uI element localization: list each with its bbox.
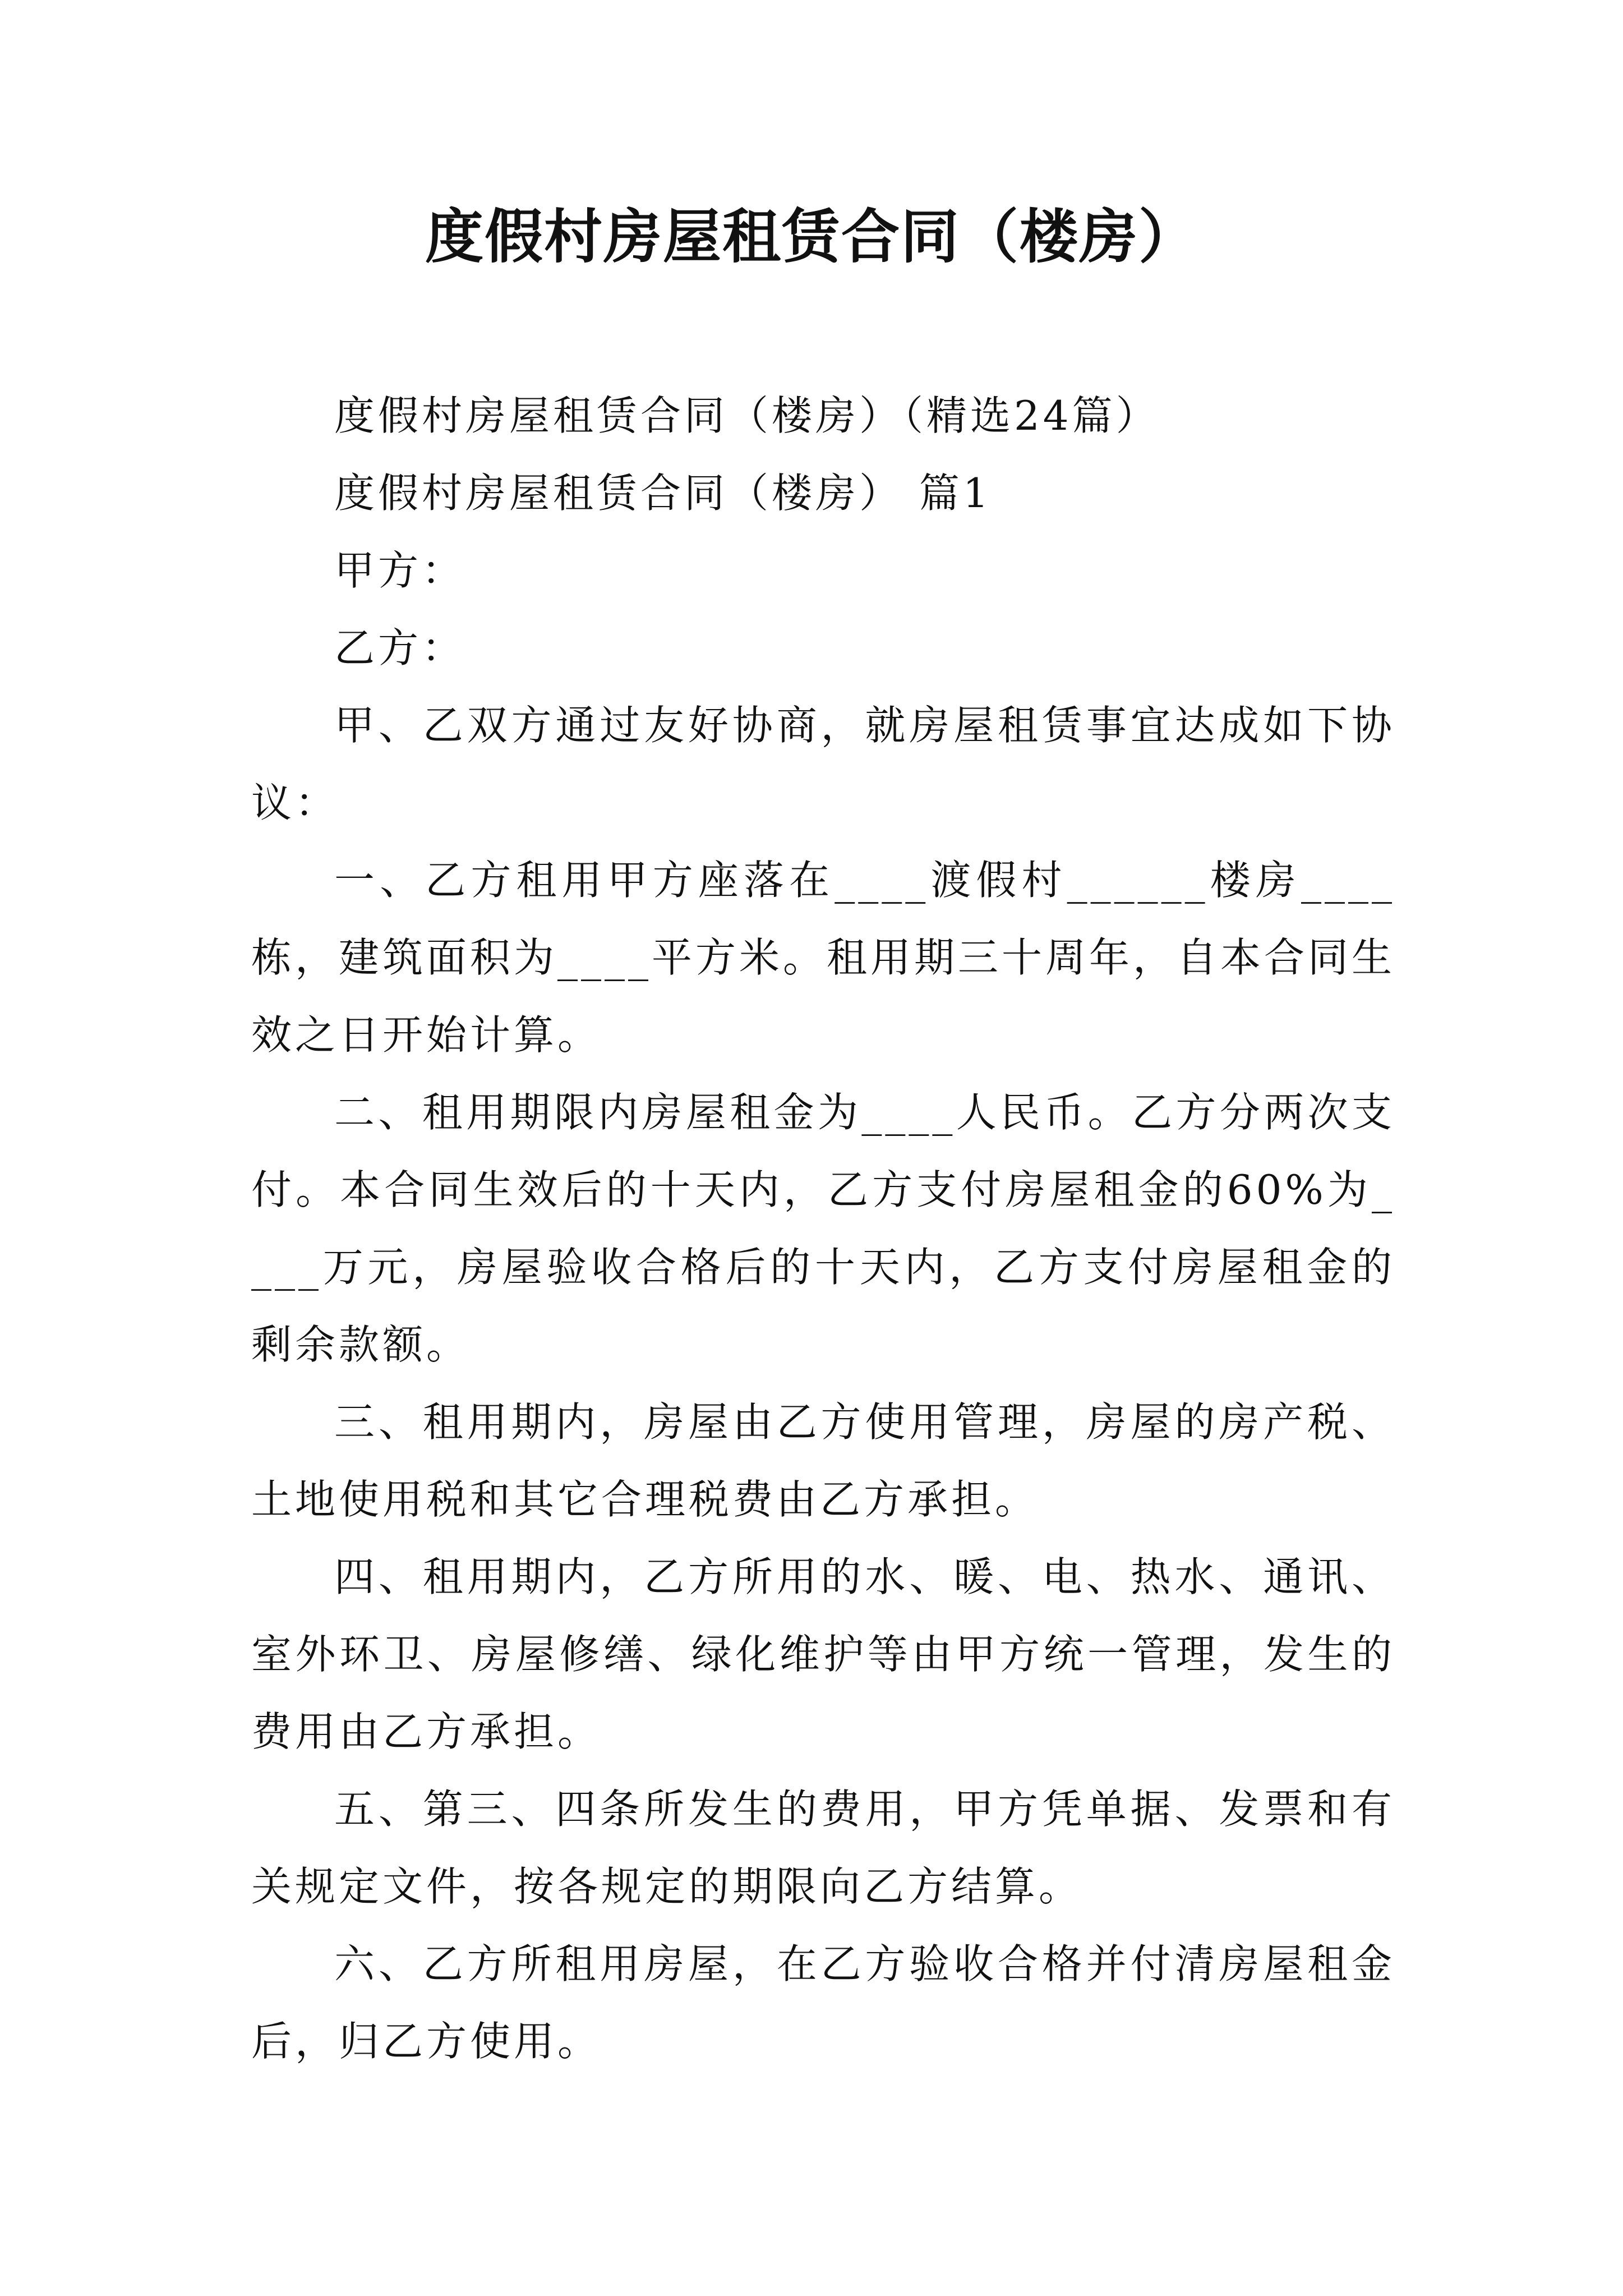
clause-4: 四、租用期内，乙方所用的水、暖、电、热水、通讯、室外环卫、房屋修缮、绿化维护等由甲方统一管理，发生的费用由乙方承担。: [251, 1553, 1395, 1755]
party-b-line: 乙方：: [334, 624, 466, 671]
clause-5: 五、第三、四条所发生的费用，甲方凭单据、发票和有关规定文件，按各规定的期限向乙方结算。: [251, 1786, 1395, 1910]
document-body: [251, 377, 1395, 2080]
collection-heading: 度假村房屋租赁合同（楼房）（精选24篇）: [334, 392, 1160, 439]
clause-1: 一、乙方租用甲方座落在____渡假村______楼房____栋，建筑面积为____平方米。租用期三十周年，自本合同生效之日开始计算。: [251, 857, 1396, 1059]
clause-6: 六、乙方所租用房屋，在乙方验收合格并付清房屋租金后，归乙方使用。: [251, 1940, 1395, 2065]
party-a-line: 甲方：: [334, 547, 466, 594]
clause-2: 二、租用期限内房屋租金为____人民币。乙方分两次支付。本合同生效后的十天内，乙方支付房屋租金的60%为____万元，房屋验收合格后的十天内，乙方支付房屋租金的剩余款额。: [251, 1089, 1395, 1368]
document-title: 度假村房屋租赁合同（楼房）: [425, 202, 1198, 271]
preamble-paragraph: 甲、乙双方通过友好协商，就房屋租赁事宜达成如下协议：: [251, 702, 1395, 826]
clause-3: 三、租用期内，房屋由乙方使用管理，房屋的房产税、土地使用税和其它合理税费由乙方承担。: [251, 1398, 1395, 1523]
section-heading: 度假村房屋租赁合同（楼房） 篇1: [334, 470, 992, 517]
